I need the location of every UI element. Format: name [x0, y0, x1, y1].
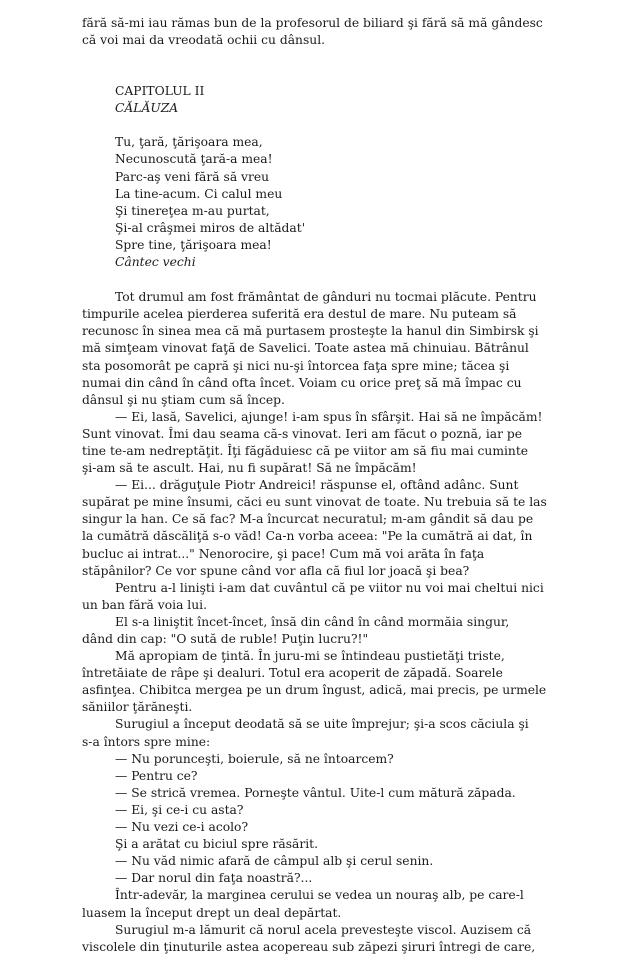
body-line: Sunt vinovat. Îmi dau seama că-s vinovat. Ieri am făcut o poznă, iar pe	[82, 426, 523, 441]
body-line: — Dar norul din faţa noastră?...	[115, 871, 313, 886]
body-line: — Pentru ce?	[115, 768, 198, 783]
body-line: singur la han. Ce să fac? M-a încurcat necuratul; m-am gândit să dau pe	[82, 512, 534, 527]
body-line: Pentru a-l linişti i-am dat cuvântul că pe viitor nu voi mai cheltui nici	[115, 580, 544, 595]
body-line: la cumătră dăscăliţă s-o văd! Ca-n vorba aceea: "Pe la cumătră ai dat, în	[82, 529, 533, 544]
body-text	[82, 289, 564, 956]
body-line: Mă apropiam de ţintă. În juru-mi se întindeau pustietăţi triste,	[115, 649, 505, 664]
opening-paragraph	[82, 15, 564, 49]
epigraph	[82, 134, 564, 271]
spacer	[82, 271, 564, 289]
body-line: un ban fără voia lui.	[82, 597, 207, 612]
epigraph-source: Cântec vechi	[115, 255, 196, 270]
body-line: dânsul şi nu ştiam cum să încep.	[82, 392, 285, 407]
body-line: Şi a arătat cu biciul spre răsărit.	[115, 837, 319, 852]
body-line: sta posomorât pe capră şi nici nu-şi întorcea faţa spre mine; tăcea şi	[82, 358, 510, 373]
body-line: Într-adevăr, la marginea cerului se vedea un nouraş alb, pe care-l	[115, 888, 524, 903]
chapter-number: CAPITOLUL II	[115, 84, 205, 99]
body-line: săniilor ţărăneşti.	[82, 700, 193, 715]
body-line: — Ei... drăguţule Piotr Andreici! răspunse el, oftând adânc. Sunt	[115, 478, 519, 493]
epigraph-line: Spre tine, ţărişoara mea!	[115, 237, 272, 252]
epigraph-line: Şi tinereţea m-au purtat,	[115, 203, 270, 218]
text-line: că voi mai da vreodată ochii cu dânsul.	[82, 33, 326, 48]
epigraph-line: Necunoscută ţară-a mea!	[115, 152, 273, 167]
body-line: supărat pe mine însumi, căci eu sunt vinovat de toate. Nu trebuia să te las	[82, 495, 547, 510]
body-line: s-a întors spre mine:	[82, 734, 211, 749]
body-line: El s-a liniştit încet-încet, însă din când în când mormăia singur,	[115, 614, 510, 629]
body-line: dând din cap: "O sută de ruble! Puţin lucru?!"	[82, 632, 369, 646]
body-line: mă simţeam vinovat faţă de Savelici. Toate astea mă chinuiau. Bătrânul	[82, 341, 529, 356]
body-line: şi-am să te ascult. Hai, nu fi supărat! Să ne împăcăm!	[82, 461, 417, 476]
text-line: fără să-mi iau rămas bun de la profesorul de biliard şi fără să mă gândesc	[82, 16, 543, 30]
chapter-heading	[82, 83, 564, 117]
body-line: — Nu văd nimic afară de câmpul alb şi cerul senin.	[115, 854, 434, 869]
body-line: — Ei, lasă, Savelici, ajunge! i-am spus în sfârşit. Hai să ne împăcăm!	[115, 409, 543, 424]
body-line: numai din când în când ofta încet. Voiam cu orice preţ să mă împac cu	[82, 375, 522, 390]
body-line: luasem la început drept un deal depărtat.	[82, 905, 342, 920]
body-line: — Ei, şi ce-i cu asta?	[115, 802, 244, 817]
epigraph-line: Tu, ţară, ţărişoara mea,	[115, 135, 263, 150]
body-line: Tot drumul am fost frământat de gânduri nu tocmai plăcute. Pentru	[115, 290, 537, 305]
body-line: tine te-am nedreptăţit. Îţi făgăduiesc că pe viitor am să fiu mai cuminte	[82, 443, 529, 458]
body-line: — Se strică vremea. Porneşte vântul. Uite-l cum mătură zăpada.	[115, 785, 516, 800]
epigraph-line: La tine-acum. Ci calul meu	[115, 186, 283, 201]
body-line: asfinţea. Chibitca mergea pe un drum îngust, adică, mai precis, pe urmele	[82, 683, 547, 698]
body-line: viscolele din ţinuturile astea acopereau sub zăpezi şiruri întregi de care,	[82, 939, 536, 954]
body-line: stăpânilor? Ce vor spune când vor afla că fiul lor joacă şi bea?	[82, 563, 470, 578]
body-line: Surugiul a început deodată să se uite împrejur; şi-a scos căciula şi	[115, 717, 529, 732]
body-line: recunosc în sinea mea că mă purtasem prosteşte la hanul din Simbirsk şi	[82, 324, 539, 339]
spacer	[82, 117, 564, 134]
spacer	[82, 49, 564, 83]
body-line: bucluc ai intrat..." Nenorocire, şi pace! Cum mă voi arăta în faţa	[82, 546, 485, 561]
epigraph-line: Şi-al crâşmei miros de altădat'	[115, 220, 306, 235]
body-line: — Nu vezi ce-i acolo?	[115, 820, 249, 835]
body-line: timpurile acelea pierderea suferită era destul de mare. Nu puteam să	[82, 307, 517, 322]
epigraph-line: Parc-aş veni fără să vreu	[115, 169, 270, 184]
body-line: Surugiul m-a lămurit că norul acela prevesteşte viscol. Auzisem că	[115, 922, 532, 937]
body-line: întretăiate de râpe şi dealuri. Totul era acoperit de zăpadă. Soarele	[82, 666, 503, 681]
chapter-title: CĂLĂUZA	[115, 101, 179, 116]
body-line: — Nu porunceşti, boierule, să ne întoarcem?	[115, 751, 394, 766]
